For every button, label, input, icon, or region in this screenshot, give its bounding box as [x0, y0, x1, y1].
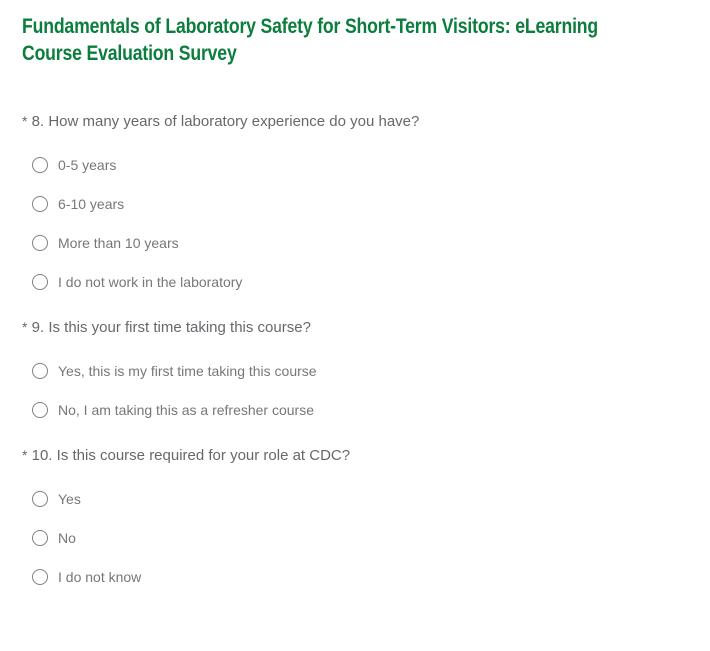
radio-button[interactable] [32, 157, 48, 173]
question-number: 8. [31, 113, 45, 130]
question-9 [22, 317, 688, 418]
question-number: 9. [31, 319, 45, 336]
question-10 [22, 445, 688, 585]
option-row[interactable] [32, 363, 688, 379]
option-row[interactable] [32, 235, 688, 251]
option-label[interactable]: No, I am taking this as a refresher course [58, 402, 314, 418]
page-title-line-2: Course Evaluation Survey [22, 42, 237, 65]
question-10-options [32, 491, 688, 585]
option-label[interactable]: 6-10 years [58, 196, 125, 212]
question-8 [22, 111, 688, 290]
radio-button[interactable] [32, 235, 48, 251]
option-label[interactable]: Yes, this is my first time taking this course [58, 363, 317, 379]
page-title-line-1: Fundamentals of Laboratory Safety for Short-Term Visitors: eLearning [22, 15, 599, 38]
question-8-options [32, 157, 688, 290]
option-label[interactable]: I do not work in the laboratory [58, 274, 243, 290]
option-row[interactable] [32, 402, 688, 418]
option-label[interactable]: 0-5 years [58, 157, 117, 173]
radio-button[interactable] [32, 363, 48, 379]
option-row[interactable] [32, 274, 688, 290]
option-label[interactable]: More than 10 years [58, 235, 179, 251]
question-text: Is this your first time taking this course? [48, 319, 311, 336]
radio-button[interactable] [32, 274, 48, 290]
option-row[interactable] [32, 530, 688, 546]
option-row[interactable] [32, 196, 688, 212]
option-row[interactable] [32, 491, 688, 507]
radio-button[interactable] [32, 569, 48, 585]
radio-button[interactable] [32, 402, 48, 418]
question-8-heading [22, 111, 688, 132]
question-text: Is this course required for your role at CDC? [56, 447, 351, 464]
option-row[interactable] [32, 569, 688, 585]
radio-button[interactable] [32, 196, 48, 212]
required-asterisk: * [22, 319, 28, 335]
required-asterisk: * [22, 113, 28, 129]
option-label[interactable]: Yes [58, 491, 81, 507]
required-asterisk: * [22, 447, 28, 463]
option-label[interactable]: No [58, 530, 76, 546]
option-row[interactable] [32, 157, 688, 173]
question-9-options [32, 363, 688, 418]
question-text: How many years of laboratory experience do you have? [48, 113, 420, 130]
page-title [22, 13, 599, 67]
question-10-heading [22, 445, 688, 466]
option-label[interactable]: I do not know [58, 569, 142, 585]
radio-button[interactable] [32, 530, 48, 546]
radio-button[interactable] [32, 491, 48, 507]
question-number: 10. [31, 447, 53, 464]
question-9-heading [22, 317, 688, 338]
